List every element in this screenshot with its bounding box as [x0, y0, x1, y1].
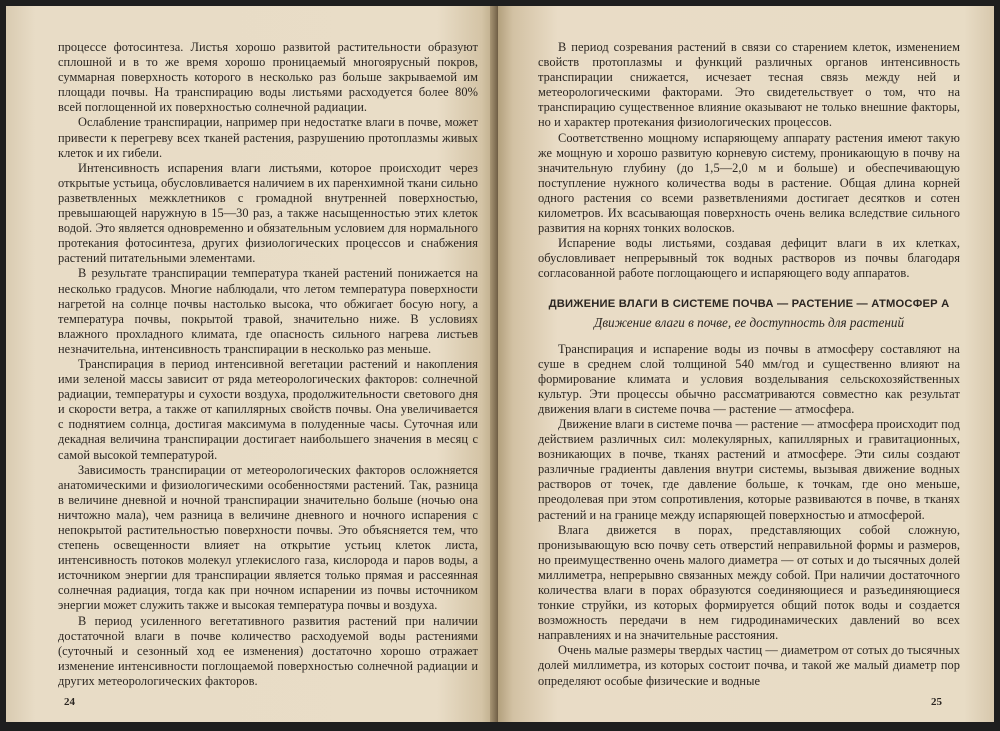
- paragraph: Испарение воды листьями, создавая дефицит влаги в их клетках, обусловливает непрерывный ток водных растворов из почвы благодаря согласованной работе поглощающего и испаряющего воду аппаратов.: [538, 236, 960, 281]
- paragraph: В период усиленного вегетативного развития растений при наличии достаточной влаги в почве количество расходуемой воды растениями (суточный и сезонный ход ее изменения) достаточно хорошо отражает изменение интенсивности поглощаемой поверхностью солнечной радиации и других метеорологических факторов.: [58, 613, 478, 688]
- paragraph: Транспирация в период интенсивной вегетации растений и накопления ими зеленой массы зависит от ряда метеорологических факторов: солнечной радиации, температуры и сухости воздуха, продолжительности светового дня и скорости ветра, а также от капиллярных свойств почвы. Она увеличивается с поднятием солнца, достигая максимума в полуденные часы. Суточная или декадная величина транспирации достигает наибольшего значения в месяц с самой высокой температурой.: [58, 356, 478, 462]
- paragraph: Соответственно мощному испаряющему аппарату растения имеют такую же мощную и хорошо развитую корневую систему, проникающую в почву на значительную глубину (до 1,5—2,0 м и больше) и обеспечивающую поступление нужного количества воды в растение. Общая длина корней одного растения со всеми разветвлениями достигает десятков и сотен километров. Их всасывающая поверхность очень велика вследствие сильного развития на корнях тонких волосков.: [538, 130, 960, 236]
- right-page: [498, 6, 994, 722]
- paragraph: Влага движется в порах, представляющих собой сложную, пронизывающую всю почву сеть отверстий неправильной формы и размеров, но преимущественно очень малого диаметра — от сотых и до тысячных долей миллиметра, непрерывно связанных между собой. При наличии достаточного количества влаги в порах образуются соединяющиеся и разъединяющиеся тонкие струйки, из которых формируется общий поток воды и создается возможность передачи в нем гидродинамических давлений во всех направлениях и на значительные расстояния.: [538, 522, 960, 643]
- paragraph: Интенсивность испарения влаги листьями, которое происходит через открытые устьица, обусловливается наличием в их паренхимной ткани сильно разветвленных межклетников с громадной внутренней поверхностью, превышающей наружную в 15—30 раз, а также насыщенностью этих клеток водой. Это является одновременно и обязательным условием для нормального протекания фотосинтеза, других физиологических процессов и снабжения растений питательными элементами.: [58, 160, 478, 266]
- subsection-heading: Движение влаги в почве, ее доступность для растений: [593, 314, 905, 330]
- paragraph: Движение влаги в системе почва — растение — атмосфера происходит под действием различных сил: молекулярных, капиллярных и гравитационных, возникающих в почве, тканях растений и атмосфере. Эти силы создают различные градиенты давления внутри системы, вызывая движение водных растворов от точек, где давление больше, к точкам, где оно меньше, преодолевая при этом сопротивления, которые развиваются в почве, в тканях растений и на границе между испаряющей поверхностью и атмосферой.: [538, 416, 960, 522]
- paragraph: Зависимость транспирации от метеорологических факторов осложняется анатомическими и физиологическими особенностями растений. Так, разница в величине дневной и ночной транспирации значительно больше (ночью она ничтожно мала), чем разница в величине дневного и ночного испарения с непокрытой растительностью поверхности почвы. Это объясняется тем, что степень освещенности влияет на открытие устьиц клеток листа, интенсивность потоков молекул углекислого газа, кислорода и паров воды, а источником энергии для транспирации является только прямая и рассеянная солнечная радиация, тогда как при ночном испарении из почвы источником энергии может служить также и высокая температура почвы и воздуха.: [58, 462, 478, 613]
- right-page-body: [538, 40, 960, 689]
- paragraph: Ослабление транспирации, например при недостатке влаги в почве, может привести к перегреву всех тканей растения, разрушению протоплазмы живых клеток и их гибели.: [58, 115, 478, 160]
- paragraph: В результате транспирации температура тканей растений понижается на несколько градусов. Многие наблюдали, что летом температура поверхности нагретой на солнце почвы настолько высока, что обжигает босую ногу, а температура почвы, покрытой травой, значительно ниже. В условиях влажного прохладного климата, где опасность сильного нагрева листьев незначительна, интенсивность транспирации в несколько раз меньше.: [58, 266, 478, 356]
- left-page: [6, 6, 496, 722]
- section-heading: ДВИЖЕНИЕ ВЛАГИ В СИСТЕМЕ ПОЧВА — РАСТЕНИЕ — АТМОСФЕР А: [548, 297, 950, 310]
- paragraph: Очень малые размеры твердых частиц — диаметром от сотых до тысячных долей миллиметра, из которых состоит почва, и такой же малый диаметр пор определяют особые физические и водные: [538, 643, 960, 688]
- paragraph: Транспирация и испарение воды из почвы в атмосферу составляют на суше в среднем слой толщиной 540 мм/год и существенно влияют на формирование климата и условия возделывания сельскохозяйственных культур. Эти процессы обычно рассматриваются совместно как результат движения влаги в системе почва — растение — атмосфера.: [538, 341, 960, 416]
- left-page-body: [58, 40, 478, 689]
- paragraph: В период созревания растений в связи со старением клеток, изменением свойств протоплазмы и функций различных органов интенсивность транспирации снижается, исчезает тесная связь между ней и метеорологическими факторами. Это свидетельствует о том, что на транспирацию существенное влияние оказывают не только внешние факторы, но и характер протекания физиологических процессов.: [538, 40, 960, 130]
- page-number: 25: [931, 696, 942, 708]
- paragraph: процессе фотосинтеза. Листья хорошо развитой растительности образуют сплошной и в то же время хорошо проницаемый многоярусный покров, суммарная поверхность которого в несколько раз больше закрываемой им площади почвы. На транспирацию воды листьями расходуется более 80% всей поглощенной их поверхностью солнечной радиации.: [58, 40, 478, 115]
- page-number: 24: [64, 696, 75, 708]
